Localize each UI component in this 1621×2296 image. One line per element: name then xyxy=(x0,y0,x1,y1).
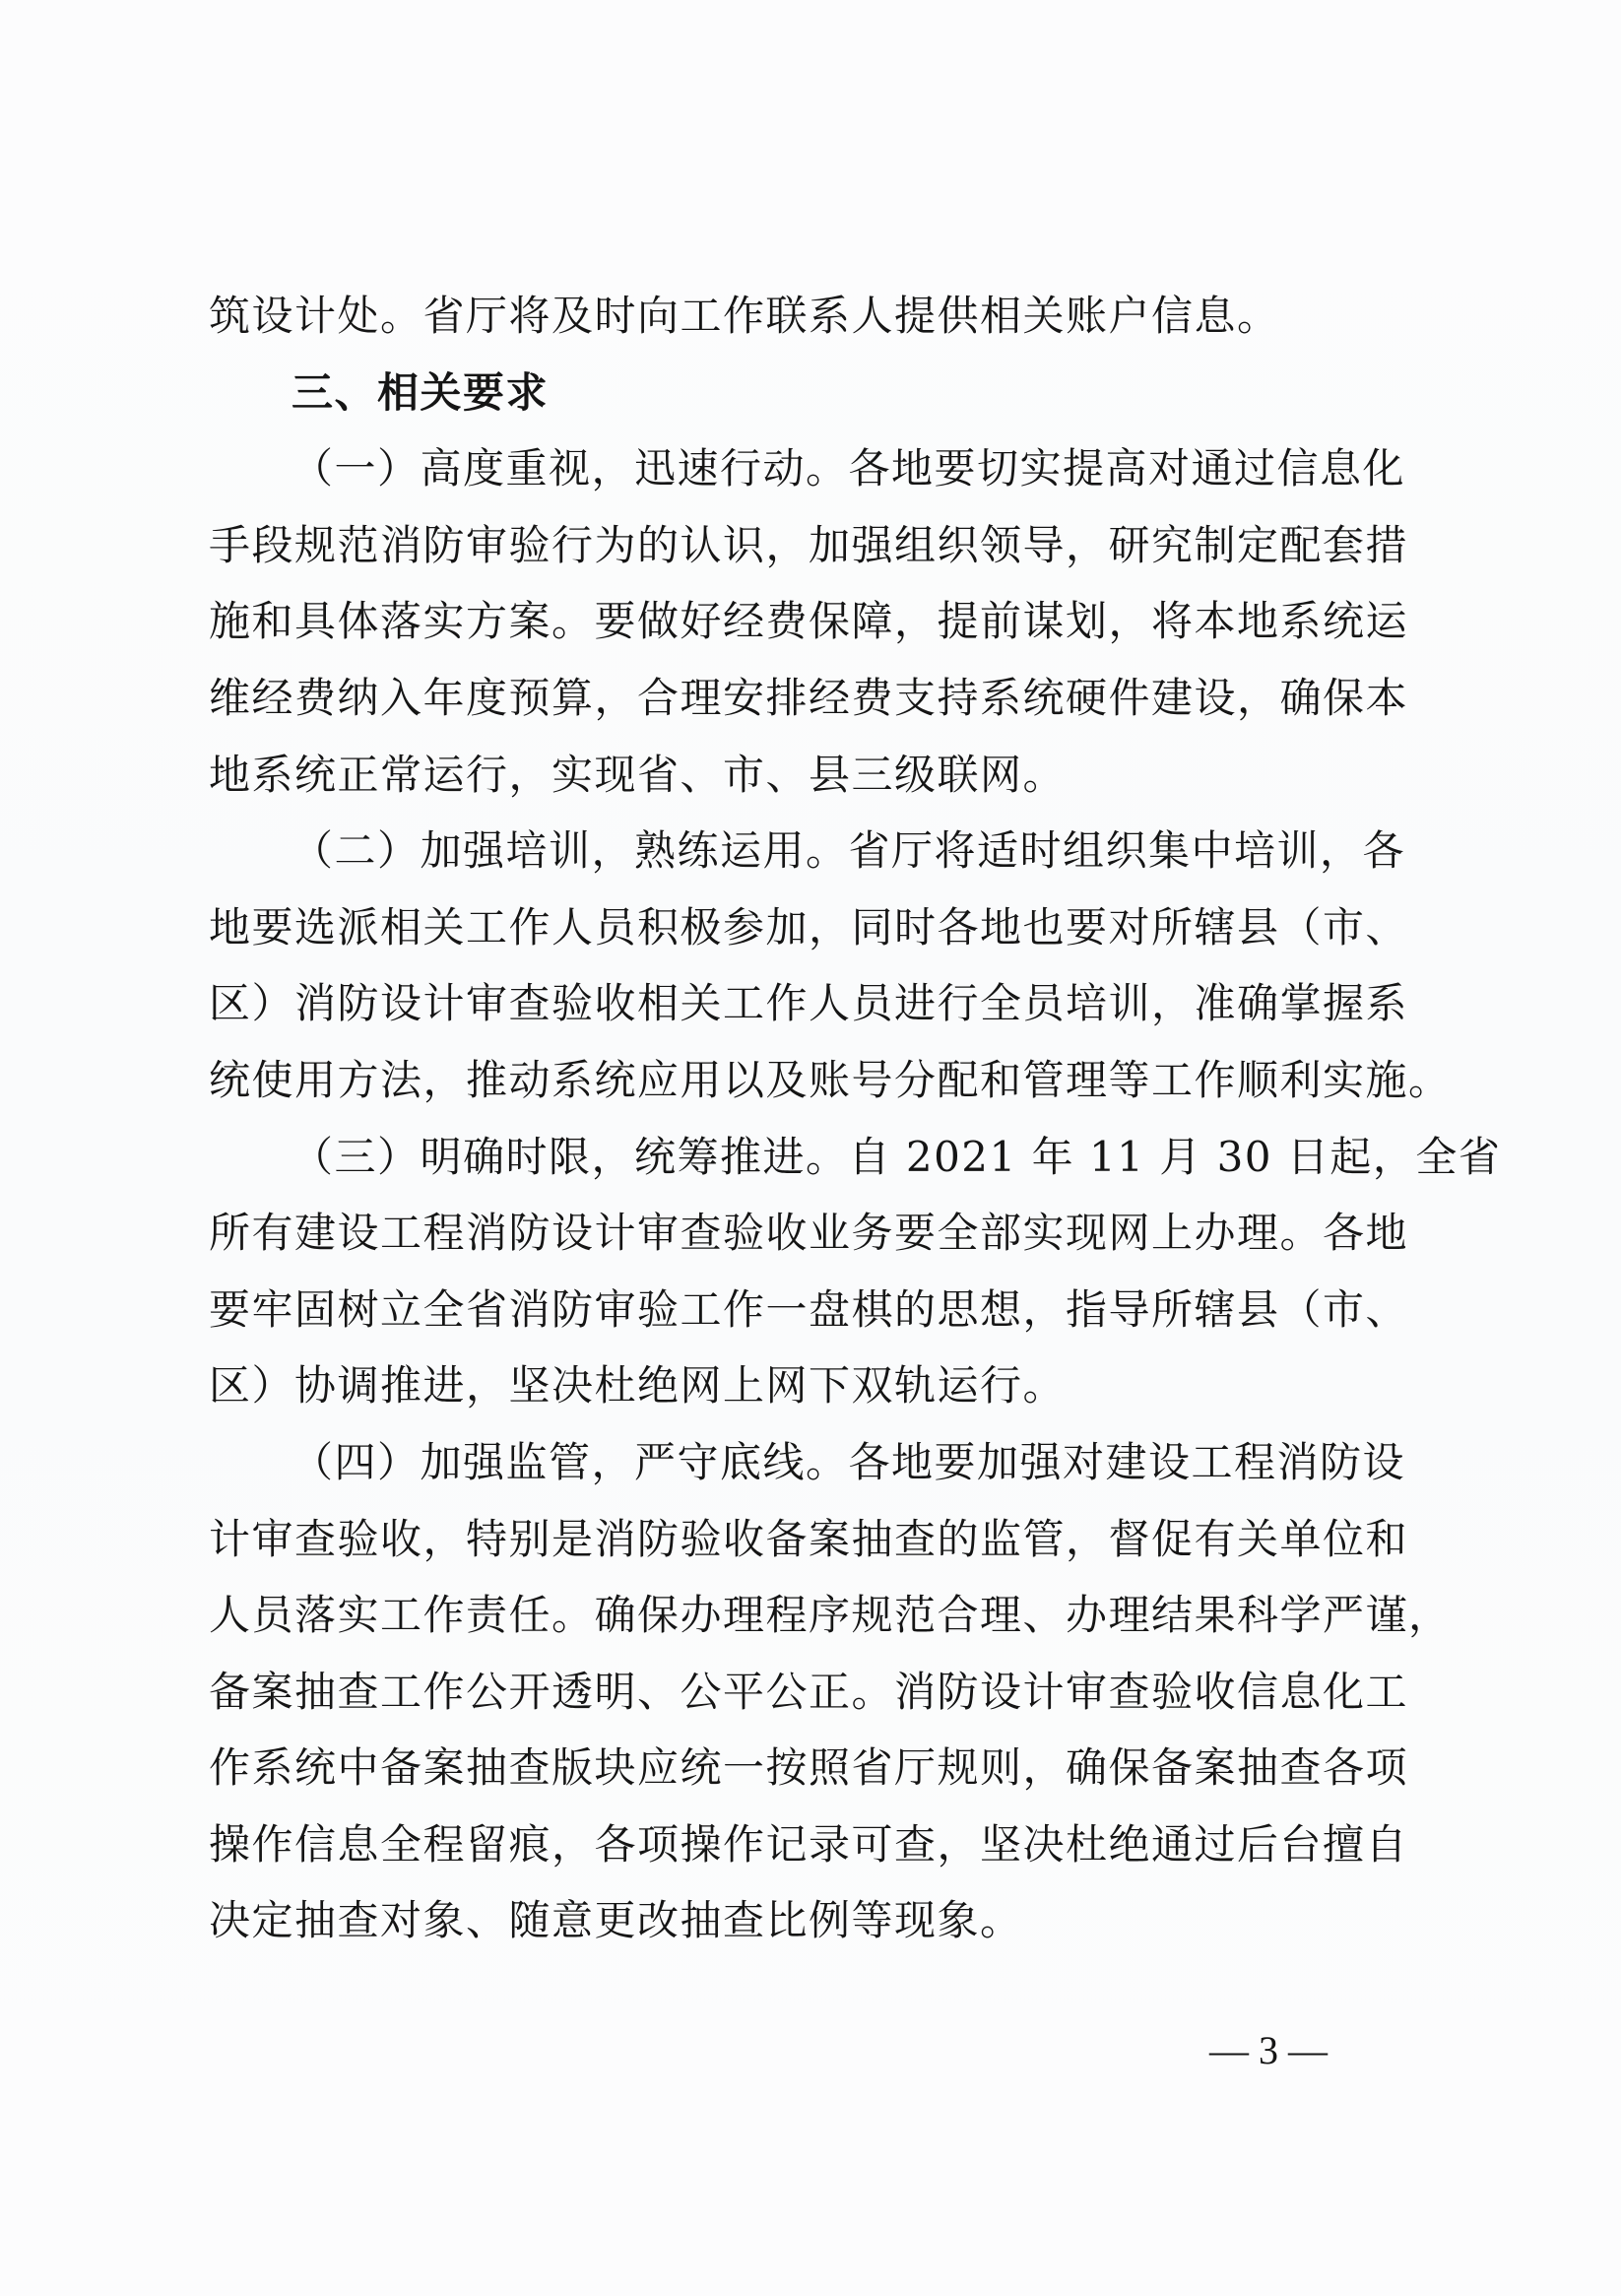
paragraph-2-line: （二）加强培训，熟练运用。省厅将适时组织集中培训，各 xyxy=(292,826,1406,876)
section-heading: 三、相关要求 xyxy=(292,367,550,417)
page-number: — 3 — xyxy=(1209,2028,1328,2072)
document-body xyxy=(209,278,1502,1959)
paragraph-4-line: 作系统中备案抽查版块应统一按照省厅规则，确保备案抽查各项 xyxy=(209,1743,1409,1793)
paragraph-1-line: 地系统正常运行，实现省、市、县三级联网。 xyxy=(209,750,1067,799)
paragraph-1-line: 施和具体落实方案。要做好经费保障，提前谋划，将本地系统运 xyxy=(209,597,1409,646)
paragraph-2-line: 地要选派相关工作人员积极参加，同时各地也要对所辖县（市、 xyxy=(209,902,1409,951)
paragraph-4-line: 备案抽查工作公开透明、公平公正。消防设计审查验收信息化工 xyxy=(209,1667,1409,1716)
paragraph-3-line: （三）明确时限，统筹推进。自 2021 年 11 月 30 日起，全省 xyxy=(292,1132,1502,1181)
paragraph-4-line: 决定抽查对象、随意更改抽查比例等现象。 xyxy=(209,1896,1023,1945)
paragraph-1-line: 手段规范消防审验行为的认识，加强组织领导，研究制定配套措 xyxy=(209,520,1409,569)
paragraph-2-line: 统使用方法，推动系统应用以及账号分配和管理等工作顺利实施。 xyxy=(209,1055,1452,1104)
paragraph-3-line: 要牢固树立全省消防审验工作一盘棋的思想，指导所辖县（市、 xyxy=(209,1284,1409,1334)
paragraph-3-line: 所有建设工程消防设计审查验收业务要全部实现网上办理。各地 xyxy=(209,1209,1409,1258)
paragraph-4-line: 人员落实工作责任。确保办理程序规范合理、办理结果科学严谨， xyxy=(209,1591,1452,1640)
paragraph-4-line: （四）加强监管，严守底线。各地要加强对建设工程消防设 xyxy=(292,1437,1406,1486)
paragraph-4-line: 操作信息全程留痕，各项操作记录可查，坚决杜绝通过后台擅自 xyxy=(209,1819,1409,1869)
body-line: 筑设计处。省厅将及时向工作联系人提供相关账户信息。 xyxy=(209,292,1280,340)
paragraph-1-line: （一）高度重视，迅速行动。各地要切实提高对通过信息化 xyxy=(292,444,1406,493)
paragraph-1-line: 维经费纳入年度预算，合理安排经费支持系统硬件建设，确保本 xyxy=(209,673,1409,722)
paragraph-2-line: 区）消防设计审查验收相关工作人员进行全员培训，准确掌握系 xyxy=(209,979,1409,1028)
paragraph-4-line: 计审查验收，特别是消防验收备案抽查的监管，督促有关单位和 xyxy=(209,1514,1409,1563)
paragraph-3-line: 区）协调推进，坚决杜绝网上网下双轨运行。 xyxy=(209,1361,1067,1410)
